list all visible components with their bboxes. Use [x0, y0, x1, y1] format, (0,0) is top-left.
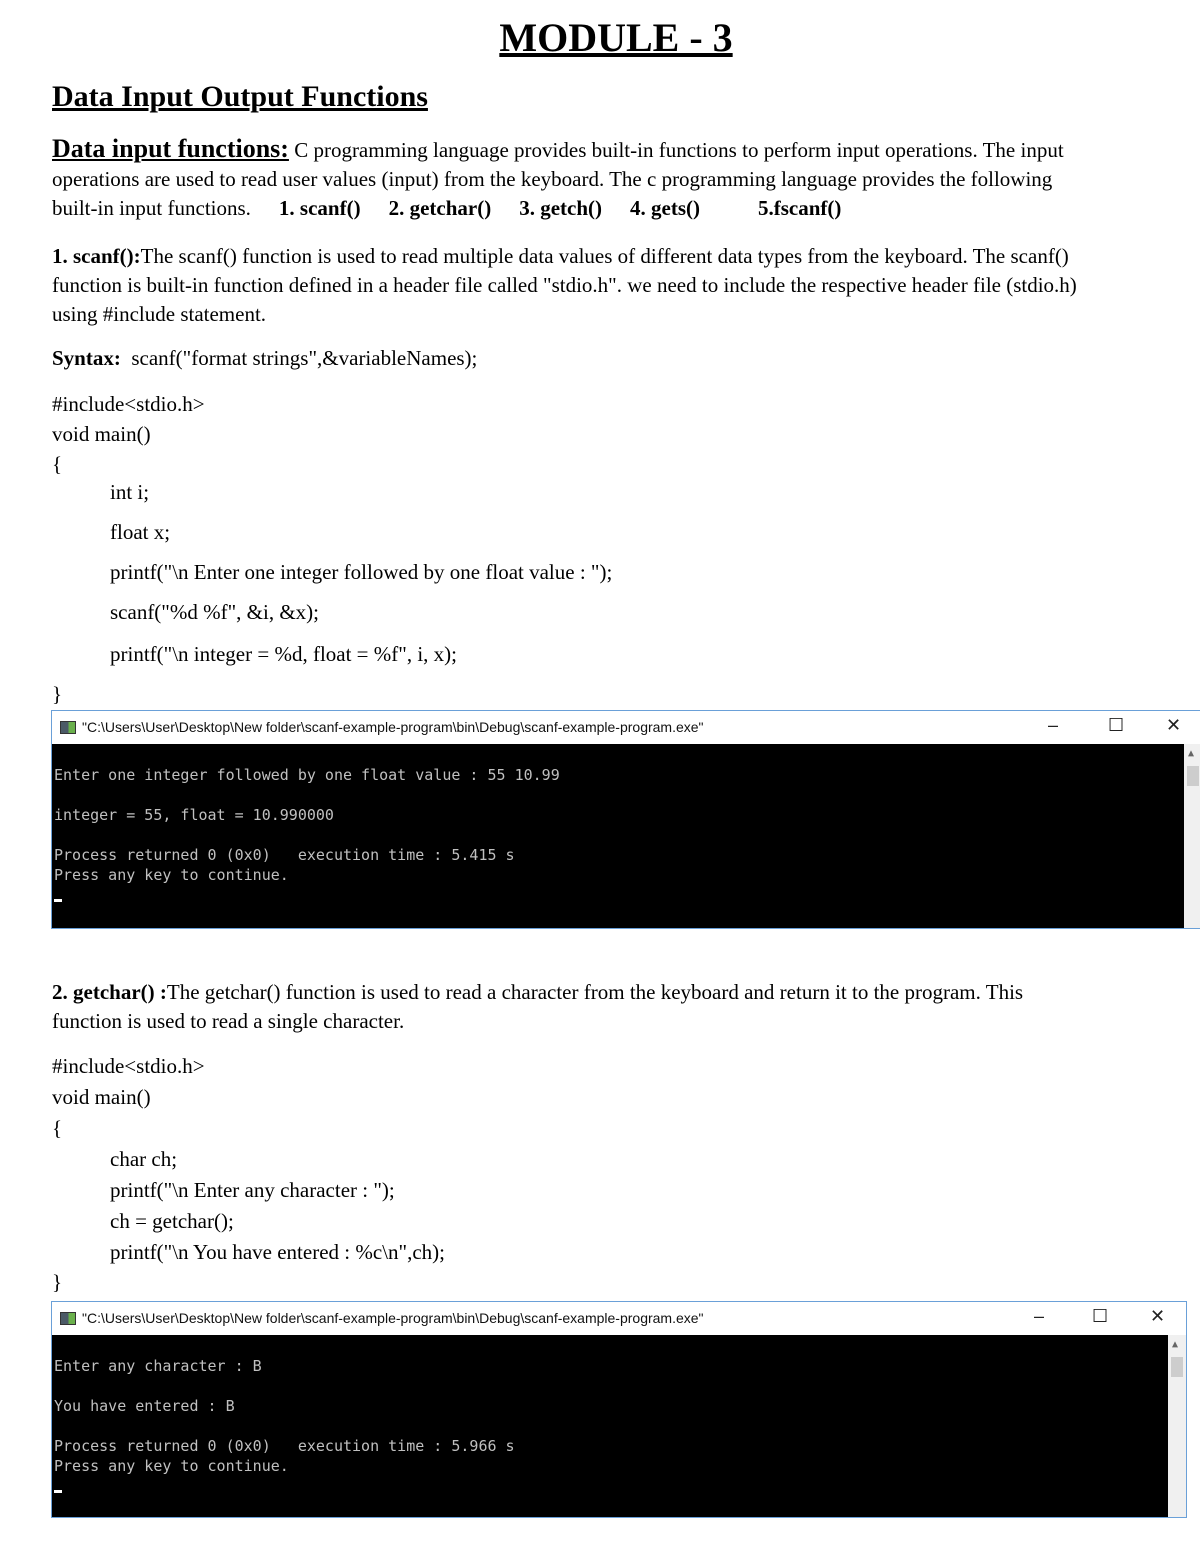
- module-title: MODULE - 3: [499, 15, 733, 60]
- code-line: printf("\n integer = %d, float = %f", i, x);: [110, 642, 457, 666]
- scroll-thumb[interactable]: [1187, 766, 1199, 786]
- console-app-icon: [60, 721, 76, 734]
- function-list: [52, 194, 1180, 223]
- scroll-thumb[interactable]: [1171, 1357, 1183, 1377]
- console-title: "C:\Users\User\Desktop\New folder\scanf-example-program\bin\Debug\scanf-example-program.exe": [82, 1310, 704, 1326]
- close-icon[interactable]: ✕: [1166, 715, 1182, 735]
- console-line: Enter any character : B: [54, 1357, 262, 1375]
- console-line: Process returned 0 (0x0) execution time : 5.415 s: [54, 846, 515, 864]
- scanf-line-3: using #include statement.: [52, 302, 267, 326]
- console-line: You have entered : B: [54, 1397, 235, 1415]
- intro-line-3: built-in input functions.: [52, 196, 251, 220]
- getchar-line-2: function is used to read a single character.: [52, 1009, 405, 1033]
- code-include: #include<stdio.h>: [52, 392, 205, 416]
- intro-line-2: operations are used to read user values (input) from the keyboard. The c programming language provides the following: [52, 167, 1053, 191]
- code-line: printf("\n Enter any character : ");: [110, 1178, 395, 1202]
- maximize-icon[interactable]: ☐: [1108, 715, 1125, 735]
- code-main: void main(): [52, 422, 151, 446]
- console-title: "C:\Users\User\Desktop\New folder\scanf-example-program\bin\Debug\scanf-example-program.exe": [82, 719, 704, 735]
- close-icon[interactable]: ✕: [1150, 1306, 1166, 1326]
- console-screen[interactable]: [52, 744, 1200, 928]
- console-line: Enter one integer followed by one float value : 55 10.99: [54, 766, 560, 784]
- console-cursor: [54, 1490, 62, 1493]
- code-line: float x;: [110, 520, 171, 544]
- maximize-icon[interactable]: ☐: [1092, 1306, 1109, 1326]
- console-titlebar: [52, 1302, 1186, 1335]
- code-line: ch = getchar();: [110, 1209, 234, 1233]
- function-item: 4. gets(): [630, 196, 700, 220]
- getchar-heading: 2. getchar() :: [52, 980, 167, 1004]
- console-line: Process returned 0 (0x0) execution time : 5.966 s: [54, 1437, 515, 1455]
- scanf-description: [52, 242, 1180, 329]
- syntax-label: Syntax:: [52, 346, 121, 370]
- console-window: [51, 710, 1200, 929]
- scroll-up-icon[interactable]: ▲: [1188, 748, 1195, 759]
- function-item: 1. scanf(): [278, 196, 361, 220]
- code-include: #include<stdio.h>: [52, 1054, 205, 1078]
- function-item: 5.fscanf(): [757, 196, 842, 220]
- code-line: printf("\n You have entered : %c\n",ch);: [110, 1240, 445, 1264]
- console-line: integer = 55, float = 10.990000: [54, 806, 334, 824]
- code-open-brace: {: [52, 452, 63, 476]
- console-cursor: [54, 899, 62, 902]
- function-item: 3. getch(): [519, 196, 602, 220]
- console-scrollbar[interactable]: [1184, 744, 1200, 928]
- scanf-heading: 1. scanf():: [52, 244, 141, 268]
- code-line: int i;: [110, 480, 150, 504]
- code-line: char ch;: [110, 1147, 178, 1171]
- console-screen[interactable]: [52, 1335, 1186, 1517]
- syntax-text: scanf("format strings",&variableNames);: [120, 346, 478, 370]
- code-close-brace: }: [52, 682, 63, 706]
- scanf-line-2: function is built-in function defined in a header file called "stdio.h". we need to include the respective header file (stdio.h): [52, 273, 1077, 297]
- console-line: Press any key to continue.: [54, 866, 289, 884]
- section-title: Data Input Output Functions: [52, 80, 428, 113]
- getchar-line-1: The getchar() function is used to read a character from the keyboard and return it to the program. This: [166, 980, 1024, 1004]
- syntax-line: [52, 344, 1180, 373]
- getchar-description: [52, 978, 1180, 1036]
- console-line: Press any key to continue.: [54, 1457, 289, 1475]
- code-main: void main(): [52, 1085, 151, 1109]
- intro-lead: Data input functions:: [52, 134, 289, 163]
- code-line: scanf("%d %f", &i, &x);: [110, 600, 320, 624]
- scanf-line-1: The scanf() function is used to read multiple data values of different data types from the keyboard. The scanf(): [140, 244, 1069, 268]
- function-item: 2. getchar(): [388, 196, 492, 220]
- minimize-icon[interactable]: –: [1048, 715, 1059, 735]
- console-window: [51, 1301, 1187, 1518]
- console-app-icon: [60, 1312, 76, 1325]
- intro-paragraph: [52, 134, 1180, 223]
- minimize-icon[interactable]: –: [1034, 1306, 1045, 1326]
- console-titlebar: [52, 711, 1200, 744]
- intro-line-1: C programming language provides built-in functions to perform input operations. The input: [288, 138, 1064, 162]
- code-close-brace: }: [52, 1270, 63, 1294]
- console-scrollbar[interactable]: [1168, 1335, 1186, 1517]
- scroll-up-icon[interactable]: ▲: [1172, 1339, 1179, 1350]
- code-open-brace: {: [52, 1116, 63, 1140]
- code-line: printf("\n Enter one integer followed by one float value : ");: [110, 560, 613, 584]
